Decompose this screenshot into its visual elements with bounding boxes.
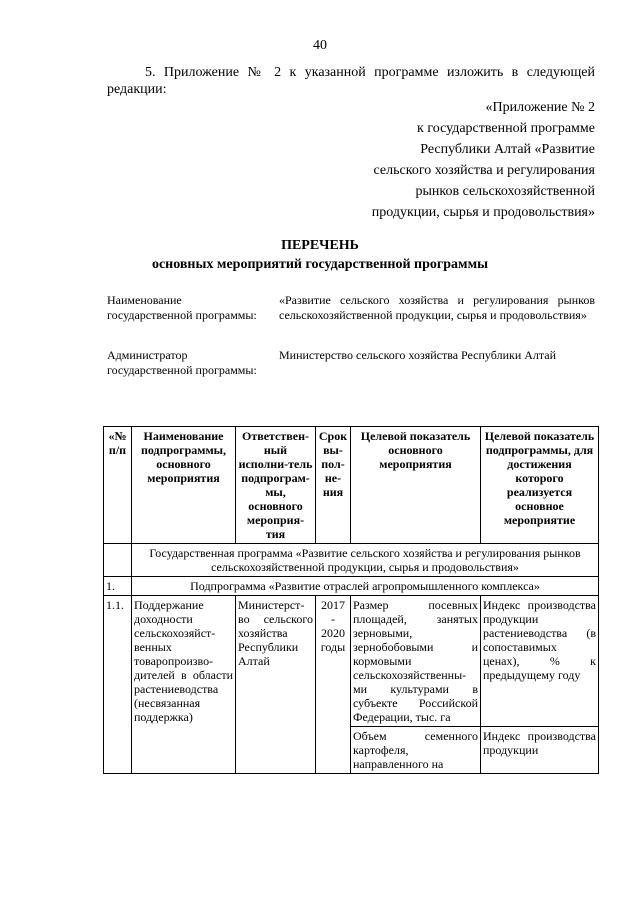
subprogram-title: Подпрограмма «Развитие отраслей агропромышленного комплекса» [132,577,599,596]
heading-title: ПЕРЕЧЕНЬ [281,238,359,253]
measure-target: Индекс производства продукции [481,727,599,774]
measure-indicator: Объем семенного картофеля, направленного на [351,727,481,774]
measure-indicator: Размер посевных площадей, занятых зерновыми, зернобобовыми и кормовыми сельскохозяйственны-ми культурами в субъекте Российской Федерации, тыс. га [351,596,481,727]
appendix-line: Республики Алтай «Развитие [420,142,595,157]
measure-term: 2017 - 2020 годы [316,596,351,774]
header-executor: Ответствен-ный исполни-тель подпрограм-мы, основного мероприя-тия [236,427,316,544]
measures-table [103,426,599,774]
header-name: Наименование подпрограммы, основного мероприятия [132,427,236,544]
page-number: 40 [313,38,327,53]
administrator-label: Администратор государственной программы: [107,348,257,377]
table-row [104,577,599,596]
measure-executor: Министерст-во сельского хозяйства Республики Алтай [236,596,316,774]
appendix-line: рынков сельскохозяйственной [415,184,595,199]
header-target: Целевой показатель подпрограммы, для достижения которого реализуется основное мероприятие [481,427,599,544]
measure-name: Поддержание доходности сельскохозяйст-венных товаропроизво-дителей в области растениеводства (несвязанная поддержка) [132,596,236,774]
appendix-line: сельского хозяйства и регулирования [373,163,595,178]
program-name-value: «Развитие сельского хозяйства и регулирования рынков сельскохозяйственной продукции, сырья и продовольствия» [279,293,595,322]
table-row [104,544,599,577]
table-row [104,596,599,727]
program-name-label: Наименование государственной программы: [107,293,257,322]
appendix-line: продукции, сырья и продовольствия» [371,205,595,220]
program-row-num [104,544,132,577]
row-num: 1.1. [104,596,132,774]
appendix-line: «Приложение № 2 [485,100,595,115]
heading-subtitle: основных мероприятий государственной программы [151,257,489,272]
intro-text: 5. Приложение № 2 к указанной программе изложить в следующей редакции: [107,65,595,97]
header-indicator: Целевой показатель основного мероприятия [351,427,481,544]
header-term: Срок вы-пол-не-ния [316,427,351,544]
appendix-line: к государственной программе [417,121,595,136]
administrator-value: Министерство сельского хозяйства Республики Алтай [279,348,557,362]
table-header-row [104,427,599,544]
appendix-note [372,97,595,223]
program-row-title: Государственная программа «Развитие сельского хозяйства и регулирования рынков сельскохозяйственной продукции, сырья и продовольствия» [132,544,599,577]
document-heading [0,236,640,274]
intro-paragraph [107,64,595,98]
header-num: «№ п/п [104,427,132,544]
measure-target: Индекс производства продукции растениеводства (в сопоставимых ценах), % к предыдущему году [481,596,599,727]
subprogram-num: 1. [104,577,132,596]
